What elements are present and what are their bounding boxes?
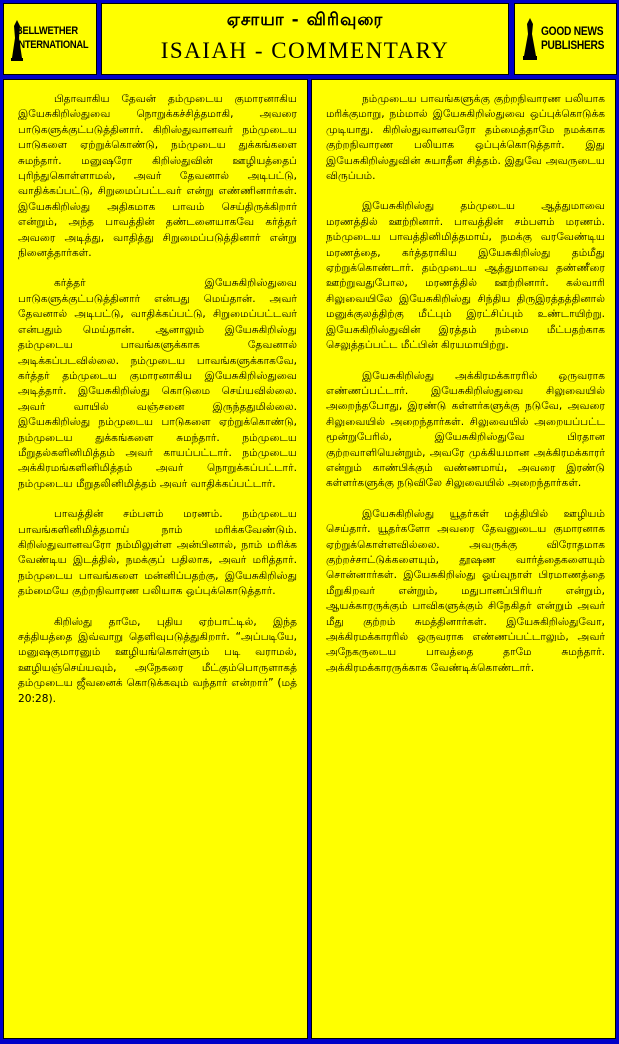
title-box <box>101 3 509 75</box>
paragraph: இயேசுகிறிஸ்து அக்கிரமக்காரரில் ஒருவராக எண்ணப்பட்டார். இயேசுகிறிஸ்துவை சிலுவையில் அறைந்தபோது, இரண்டு கள்ளர்களுக்கு நடுவே, அவரை சிலுவையில் அறைந்தார்கள். சிலுவையில் அறையப்பட்ட மூன்றுபேரில், இயேசுகிறிஸ்துவே பிரதான குற்றவாளியென்றும், அவரே முக்கியமான அக்கிரமக்காரர் என்றும் காண்பிக்கும் வண்ணமாய், அவரை இரண்டு கள்ளர்களுக்கு நடுவிலே சிலுவையில் அறைந்தார்கள். <box>326 369 605 490</box>
publisher-figure-icon <box>521 16 539 62</box>
page-header <box>0 0 619 80</box>
logo-line-2: PUBLISHERS <box>541 38 605 52</box>
left-text-column <box>3 79 308 1039</box>
tamil-title: ஏசாயா - விரிவுரை <box>226 10 384 30</box>
bellwether-logo <box>3 3 97 75</box>
logo-line-2: INTERNATIONAL <box>16 39 89 51</box>
paragraph: பாவத்தின் சம்பளம் மரணம். நம்முடைய பாவங்களினிமித்தமாய் நாம் மரிக்கவேண்டும். கிறிஸ்துவானவரோ நம்மிலுள்ள அன்பினால், நாம் மரிக்க வேண்டிய இடத்தில், நமக்குப் பதிலாக, அவர் மரித்தார். நம்முடைய பாவங்களை மன்னிப்பதற்கு, இயேசுகிறிஸ்து தம்மையே குற்றநிவாரண பலியாக ஒப்புக்கொடுத்தார். <box>18 508 297 598</box>
good-news-logo <box>514 3 617 75</box>
right-text-column <box>311 79 616 1039</box>
logo-line-1: GOOD NEWS <box>541 24 604 38</box>
logo-line-1: BELLWETHER <box>16 25 78 37</box>
paragraph: இயேசுகிறிஸ்து தம்முடைய ஆத்துமாவை மரணத்தில் ஊற்றினார். பாவத்தின் சம்பளம் மரணம். நம்முடைய பாவத்தினிமித்தமாய், நமக்கு வரவேண்டிய மரணத்தை, கர்த்தராகிய இயேசுகிறிஸ்து தம்மீது ஏற்றுக்கொண்டார். தம்முடைய ஆத்துமாவை தண்ணீரை ஊற்றுவதுபோல, மரணத்தில் ஊற்றினார். கல்வாரி சிலுவையிலே இயேசுகிறிஸ்து சிந்திய திருஇரத்தத்தினால் மனுக்குலத்திற்கு மீட்பும் இரட்சிப்பும் உண்டாயிற்று. இயேசுகிறிஸ்துவின் இரத்தம் நம்மை மீட்பதற்காக செலுத்தப்பட்ட மீட்பின் கிரயமாயிற்று. <box>326 200 605 352</box>
paragraph: பிதாவாகிய தேவன் தம்முடைய குமாரனாகிய இயேசுகிறிஸ்துவை நொறுக்கச்சித்தமாகி, அவரை பாடுகளுக்குட்படுத்தினார். கிறிஸ்துவானவர் நம்முடைய பாடுகளை ஏற்றுக்கொண்டு, நம்முடைய துக்கங்களை சுமந்தார். மனுஷரோ கிறிஸ்துவின் ஊழியத்தைப் புரிந்துகொள்ளாமல், அவர் தேவனால் அடிபட்டு, வாதிக்கப்பட்டு, சிறுமைப்பட்டவர் என்று எண்ணினார்கள். இயேசுகிறிஸ்து அதிகமாக பாவம் செய்திருக்கிறார் என்றும், அந்த பாவத்தின் தண்டனையாகவே கர்த்தர் அவரை அடித்து, வாதித்து சிறுமைப்படுத்தினார் என்று நினைத்தார்கள். <box>18 93 297 260</box>
paragraph: கர்த்தர் இயேசுகிறிஸ்துவை பாடுகளுக்குட்படுத்தினார் என்பது மெய்தான். அவர் தேவனால் அடிபட்டு, வாதிக்கப்பட்டு, சிறுமைப்பட்டவர் என்பதும் மெய்தான். ஆனாலும் இயேசுகிறிஸ்து தம்முடைய பாவங்களுக்காக தேவனால் அடிக்கப்படவில்லை. நம்முடைய பாவங்களுக்காகவே, கர்த்தர் தம்முடைய குமாரனாகிய இயேசுகிறிஸ்துவை அடித்தார். இயேசுகிறிஸ்து கொடுமை செய்யவில்லை. அவர் வாயில் வஞ்சனை இருந்ததுமில்லை. இயேசுகிறிஸ்து நம்முடைய பாடுகளை ஏற்றுக்கொண்டு, நம்முடைய துக்கங்களை சுமந்தார். நம்முடைய மீறுதல்களினிமித்தம் அவர் காயப்பட்டார். நம்முடைய அக்கிரமங்களினிமித்தம் அவர் நொறுக்கப்பட்டார். நம்முடைய மீறுதலினிமித்தம் அவர் வாதிக்கப்பட்டார். <box>18 277 297 490</box>
paragraph: கிறிஸ்து தாமே, புதிய ஏற்பாட்டில், இந்த சத்தியத்தை இவ்வாறு தெளிவுபடுத்துகிறார். “அப்படியே, மனுஷகுமாரனும் ஊழியங்கொள்ளும் படி வராமல், ஊழியஞ்செய்யவும், அநேகரை மீட்கும்பொருளாகத் தம்முடைய ஜீவனைக் கொடுக்கவும் வந்தார் என்றார்” (மத் 20:28). <box>18 615 297 705</box>
paragraph: இயேசுகிறிஸ்து யூதர்கள் மத்தியில் ஊழியம் செய்தார். யூதர்களோ அவரை தேவனுடைய குமாரனாக ஏற்றுக்கொள்ளவில்லை. அவருக்கு விரோதமாக குற்றச்சாட்டுக்களையும், தூஷண வார்த்தைகளையும் சொன்னார்கள். இயேசுகிறிஸ்து ஓய்வுநாள் பிரமாணத்தை மீறுகிறவர் என்றும், மதுபானப்பிரியர் என்றும், ஆயக்காரருக்கும் பாவிகளுக்கும் சிநேகிதர் என்றும் அவர் மீது குற்றம் சுமத்தினார்கள். இயேசுகிறிஸ்துவோ, அக்கிரமக்காரரில் ஒருவராக எண்ணப்பட்டாலும், அவர் அநேகருடைய பாவத்தை தாமே சுமந்தார். அக்கிரமக்காரருக்காக வேண்டிக்கொண்டார். <box>326 507 605 674</box>
english-title: ISAIAH - COMMENTARY <box>160 38 450 63</box>
paragraph: நம்முடைய பாவங்களுக்கு குற்றநிவாரண பலியாக மரிக்குமாறு, நம்மால் இயேசுகிறிஸ்துவை ஒப்புக்கொடுக்க முடியாது. கிறிஸ்துவானவரோ தம்மைத்தாமே நமக்காக குற்றநிவாரண பலியாக ஒப்புக்கொடுத்தார். இது இயேசுகிறிஸ்துவின் சுயாதீன சித்தம். இதுவே அவருடைய விருப்பம். <box>326 93 605 183</box>
